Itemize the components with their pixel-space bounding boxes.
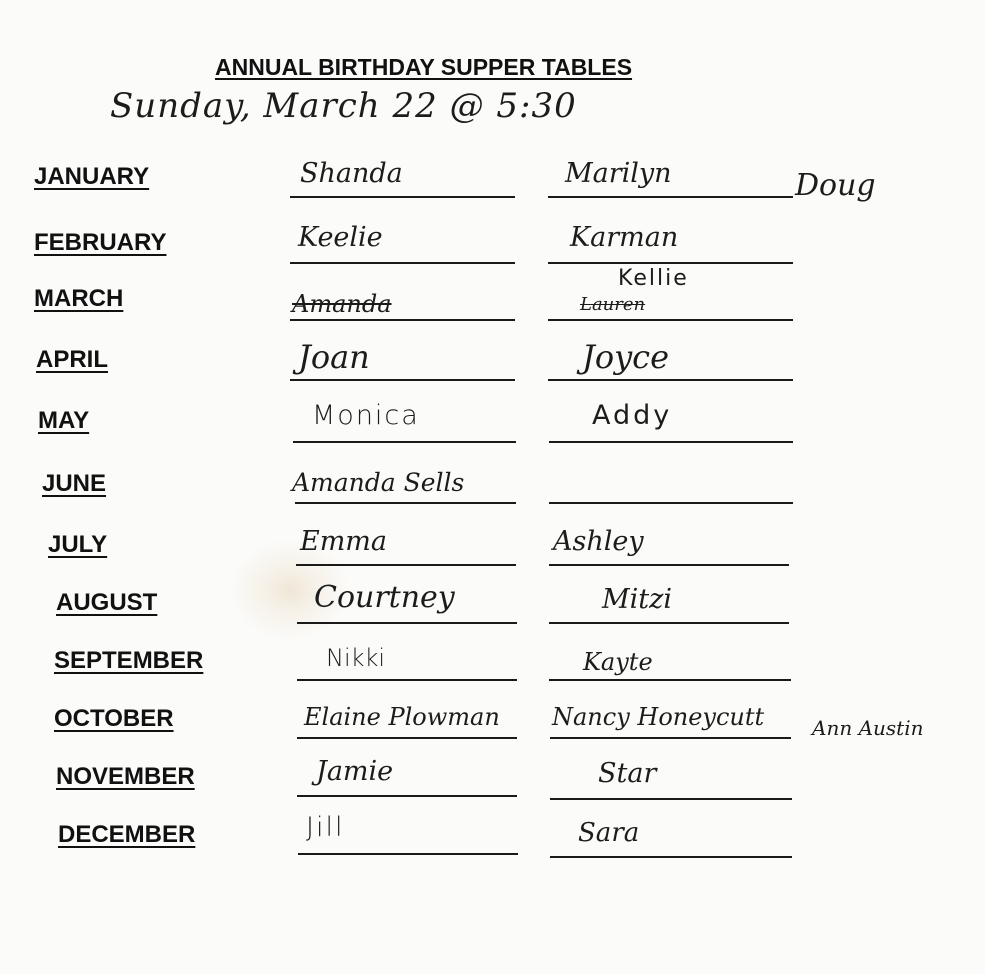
signup-line — [293, 441, 516, 443]
name-column-2: Lauren — [580, 294, 646, 315]
signup-line — [295, 502, 516, 504]
name-column-1: Keelie — [298, 222, 383, 253]
signup-line — [296, 564, 516, 566]
name-column-2: Kayte — [583, 648, 653, 676]
name-column-3: Doug — [795, 168, 876, 203]
signup-line — [548, 379, 793, 381]
signup-line — [549, 502, 793, 504]
month-label: JULY — [48, 531, 108, 558]
signup-line — [290, 319, 515, 321]
name-column-1: Amanda Sells — [292, 468, 465, 497]
name-column-2: Karman — [570, 222, 679, 253]
month-label: OCTOBER — [54, 705, 174, 732]
signup-line — [548, 319, 793, 321]
name-column-1: Monica — [312, 400, 420, 431]
signup-line — [549, 441, 793, 443]
month-label: MAY — [38, 407, 90, 434]
month-label: APRIL — [36, 346, 108, 373]
month-label: SEPTEMBER — [54, 647, 204, 674]
signup-line — [549, 679, 791, 681]
signup-line — [297, 795, 517, 797]
signup-line — [550, 737, 791, 739]
month-label: FEBRUARY — [34, 229, 167, 256]
name-column-2: Marilyn — [565, 158, 672, 189]
month-label: MARCH — [34, 285, 124, 312]
signup-line — [298, 853, 518, 855]
name-column-2: Nancy Honeycutt — [552, 703, 765, 731]
month-label: AUGUST — [56, 589, 158, 616]
signup-line — [297, 679, 517, 681]
name-column-2: Sara — [578, 818, 640, 848]
name-column-1: Jill — [306, 812, 345, 843]
signup-line — [290, 262, 515, 264]
signup-line — [549, 622, 789, 624]
signup-line — [550, 798, 792, 800]
name-column-2: Joyce — [582, 338, 670, 376]
event-date: Sunday, March 22 @ 5:30 — [110, 86, 577, 126]
signup-line — [297, 622, 517, 624]
month-label: DECEMBER — [58, 821, 196, 848]
name-column-2-added: Kellie — [618, 266, 689, 291]
name-column-1: Joan — [298, 338, 370, 376]
name-column-1: Emma — [300, 526, 388, 557]
name-column-2: Star — [598, 758, 657, 789]
month-label: JANUARY — [34, 163, 150, 190]
name-column-2: Mitzi — [602, 584, 672, 615]
signup-line — [297, 737, 517, 739]
name-column-1: Nikki — [326, 644, 386, 672]
signup-line — [548, 196, 793, 198]
month-label: NOVEMBER — [56, 763, 195, 790]
signup-line — [549, 564, 789, 566]
name-column-1: Shanda — [300, 158, 403, 189]
name-column-1: Amanda — [292, 290, 392, 318]
signup-line — [290, 196, 515, 198]
signup-line — [548, 262, 793, 264]
signup-line — [290, 379, 515, 381]
name-column-3: Ann Austin — [812, 716, 924, 740]
name-column-2: Addy — [592, 400, 673, 431]
name-column-1: Jamie — [316, 756, 394, 787]
signup-line — [550, 856, 792, 858]
name-column-1: Elaine Plowman — [304, 703, 500, 731]
sheet-title: ANNUAL BIRTHDAY SUPPER TABLES — [215, 54, 633, 80]
month-label: JUNE — [42, 470, 107, 497]
name-column-1: Courtney — [314, 580, 455, 615]
name-column-2: Ashley — [553, 526, 644, 557]
